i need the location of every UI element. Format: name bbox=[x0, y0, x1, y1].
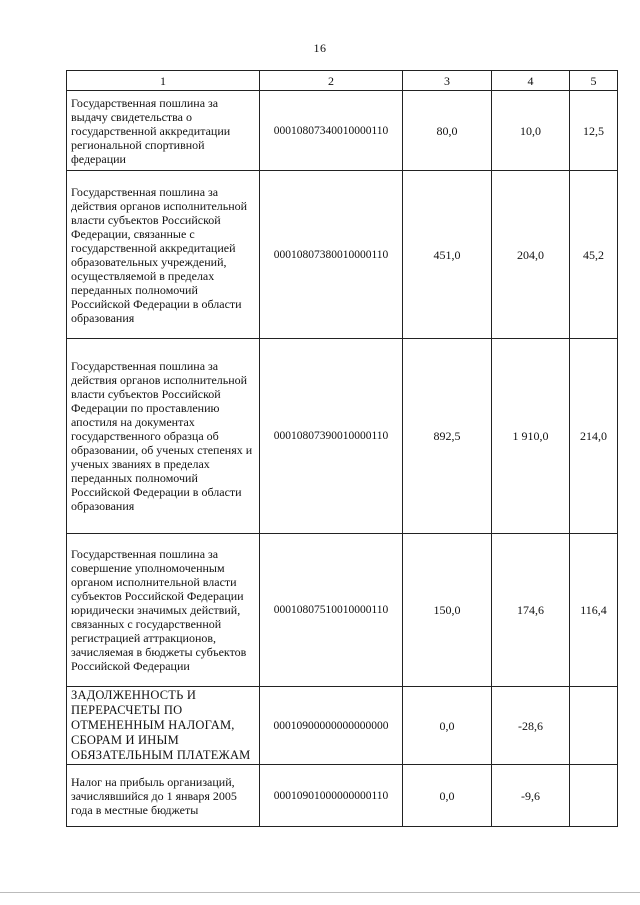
header-row bbox=[67, 71, 618, 91]
row-name: Государственная пошлина за действия органов исполнительной власти субъектов Российской Федерации, связанные с государственной аккредитацией образовательных учреждений, осуществляемой в пределах переданных полномочий Российской Федерации в области образования bbox=[67, 171, 260, 339]
row-value-4: 1 910,0 bbox=[492, 339, 570, 534]
row-value-5 bbox=[570, 687, 618, 765]
row-value-5: 45,2 bbox=[570, 171, 618, 339]
row-value-4: -28,6 bbox=[492, 687, 570, 765]
row-code: 00010807340010000110 bbox=[260, 91, 403, 171]
row-name: ЗАДОЛЖЕННОСТЬ И ПЕРЕРАСЧЕТЫ ПО ОТМЕНЕННЫМ НАЛОГАМ, СБОРАМ И ИНЫМ ОБЯЗАТЕЛЬНЫМ ПЛАТЕЖАМ bbox=[67, 687, 260, 765]
budget-table bbox=[66, 70, 618, 827]
row-code: 00010807510010000110 bbox=[260, 534, 403, 687]
table-row bbox=[67, 339, 618, 534]
row-value-5: 214,0 bbox=[570, 339, 618, 534]
column-header-4: 4 bbox=[492, 71, 570, 91]
row-value-3: 451,0 bbox=[403, 171, 492, 339]
row-value-3: 0,0 bbox=[403, 765, 492, 827]
row-code: 00010807380010000110 bbox=[260, 171, 403, 339]
row-name: Государственная пошлина за выдачу свидетельства о государственной аккредитации региональной спортивной федерации bbox=[67, 91, 260, 171]
table-row bbox=[67, 765, 618, 827]
table-row bbox=[67, 687, 618, 765]
row-code: 00010900000000000000 bbox=[260, 687, 403, 765]
row-name: Налог на прибыль организаций, зачислявшийся до 1 января 2005 года в местные бюджеты bbox=[67, 765, 260, 827]
scan-edge-divider bbox=[0, 892, 640, 893]
column-header-2: 2 bbox=[260, 71, 403, 91]
table-row bbox=[67, 91, 618, 171]
column-header-1: 1 bbox=[67, 71, 260, 91]
table-row bbox=[67, 534, 618, 687]
row-name: Государственная пошлина за действия органов исполнительной власти субъектов Российской Федерации по проставлению апостиля на документах государственного образца об образовании, об ученых степенях и ученых званиях в пределах переданных полномочий Российской Федерации в области образования bbox=[67, 339, 260, 534]
column-header-5: 5 bbox=[570, 71, 618, 91]
row-code: 00010807390010000110 bbox=[260, 339, 403, 534]
row-value-3: 892,5 bbox=[403, 339, 492, 534]
row-value-3: 80,0 bbox=[403, 91, 492, 171]
column-header-3: 3 bbox=[403, 71, 492, 91]
row-code: 00010901000000000110 bbox=[260, 765, 403, 827]
row-value-4: 10,0 bbox=[492, 91, 570, 171]
row-value-4: 174,6 bbox=[492, 534, 570, 687]
row-value-3: 150,0 bbox=[403, 534, 492, 687]
table-row bbox=[67, 171, 618, 339]
row-value-4: 204,0 bbox=[492, 171, 570, 339]
row-value-4: -9,6 bbox=[492, 765, 570, 827]
page-number: 16 bbox=[313, 41, 327, 55]
row-value-5 bbox=[570, 765, 618, 827]
row-name: Государственная пошлина за совершение уполномоченным органом исполнительной власти субъектов Российской Федерации юридически значимых действий, связанных с государственной регистрацией аттракционов, зачисляемая в бюджеты субъектов Российской Федерации bbox=[67, 534, 260, 687]
row-value-3: 0,0 bbox=[403, 687, 492, 765]
row-value-5: 12,5 bbox=[570, 91, 618, 171]
row-value-5: 116,4 bbox=[570, 534, 618, 687]
